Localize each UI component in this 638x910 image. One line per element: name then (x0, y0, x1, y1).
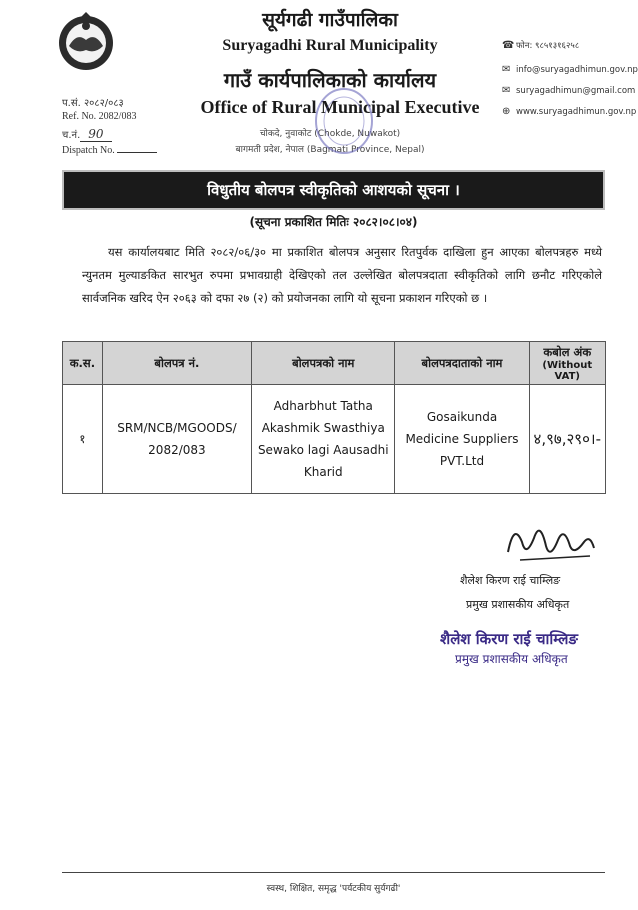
office-stamp-icon (312, 86, 376, 156)
phone-icon: ☎ (502, 40, 515, 51)
table-row (63, 385, 606, 494)
contact-phone: ☎ फोन: ९८५१३१६२५८ (502, 40, 580, 51)
chalani-number: च.नं. 90 (62, 127, 112, 141)
office-name-en: Office of Rural Municipal Executive (200, 97, 480, 117)
ref-number: Ref. No. 2082/083 (62, 111, 137, 122)
address-line-1: चोकदे, नुवाकोट (Chokde, Nuwakot) (259, 129, 401, 139)
globe-icon: ⊕ (502, 106, 511, 117)
cell-bidder: Gosaikunda Medicine Suppliers PVT.Ltd (395, 385, 529, 494)
chalani-value: 90 (80, 127, 111, 142)
footer-slogan: स्वस्थ, शिक्षित, समृद्ध 'पर्यटकीय सुर्यगढी' (266, 884, 401, 894)
municipality-name-np: सूर्यगढी गाउँपालिका (262, 9, 398, 31)
signatory-post: प्रमुख प्रशासकीय अधिकृत (466, 598, 570, 611)
header-amount: कबोल अंक (Without VAT) (529, 342, 605, 385)
cell-bid-name: Adharbhut Tatha Akashmik Swasthiya Sewako lagi Aausadhi Kharid (252, 385, 395, 494)
ps-number: प.सं. २०८२/०८३ (62, 98, 124, 109)
header-amount-sub: (Without VAT) (542, 359, 593, 382)
cell-bid-no: SRM/NCB/MGOODS/ 2082/083 (102, 385, 251, 494)
contact-website[interactable]: ⊕ www.suryagadhimun.gov.np (502, 106, 637, 117)
cell-amount: ४,९७,२९०।- (529, 385, 605, 494)
signatory-stamp-post: प्रमुख प्रशासकीय अधिकृत (455, 652, 568, 666)
signature-icon (500, 512, 600, 572)
header-bidder: बोलपत्रदाताको नाम (395, 342, 529, 385)
email-icon: ✉ (502, 64, 511, 75)
signatory-stamp-name: शैलेश किरण राई चाम्लिङ (440, 630, 578, 648)
municipality-name-en: Suryagadhi Rural Municipality (222, 37, 438, 54)
table-header-row (63, 342, 606, 385)
dispatch-blank (117, 152, 157, 153)
header-bid-no: बोलपत्र नं. (102, 342, 251, 385)
bid-table (62, 341, 606, 494)
contact-email-1[interactable]: ✉ info@suryagadhimun.gov.np (502, 64, 638, 75)
email-icon: ✉ (502, 85, 511, 96)
header-sn: क.स. (63, 342, 103, 385)
signatory-name: शैलेश किरण राई चाम्लिङ (460, 574, 561, 587)
cell-sn: १ (63, 385, 103, 494)
header-bid-name: बोलपत्रको नाम (252, 342, 395, 385)
notice-body: यस कार्यालयबाट मिति २०८२/०६/३० मा प्रकाशित बोलपत्र अनुसार रितपुर्वक दाखिला हुन आएका बोलपत्रहरु मध्ये न्युनतम मुल्याङकित सारभुत रुपमा प्रभावग्राही देखिएको तल उल्लेखित बोलपत्रदाता स्वीकृतिको लागि छनौट गरिएकोले सार्वजनिक खरिद ऐन २०६३ को दफा २७ (२) को प्रयोजनका लागि यो सूचना प्रकाशन गरिएको छ । (82, 245, 602, 305)
dispatch-number: Dispatch No. (62, 145, 157, 156)
government-emblem-icon (55, 10, 117, 72)
office-name-np: गाउँ कार्यपालिकाको कार्यालय (223, 68, 437, 92)
address-line-2: बागमती प्रदेश, नेपाल (Bagmati Province, Nepal) (235, 145, 425, 155)
contact-email-2[interactable]: ✉ suryagadhimun@gmail.com (502, 85, 636, 96)
footer-divider (62, 872, 605, 873)
published-date: (सूचना प्रकाशित मितिः २०८२।०८।०४) (249, 215, 418, 229)
notice-title: विधुतीय बोलपत्र स्वीकृतिको आशयको सूचना । (62, 170, 605, 210)
